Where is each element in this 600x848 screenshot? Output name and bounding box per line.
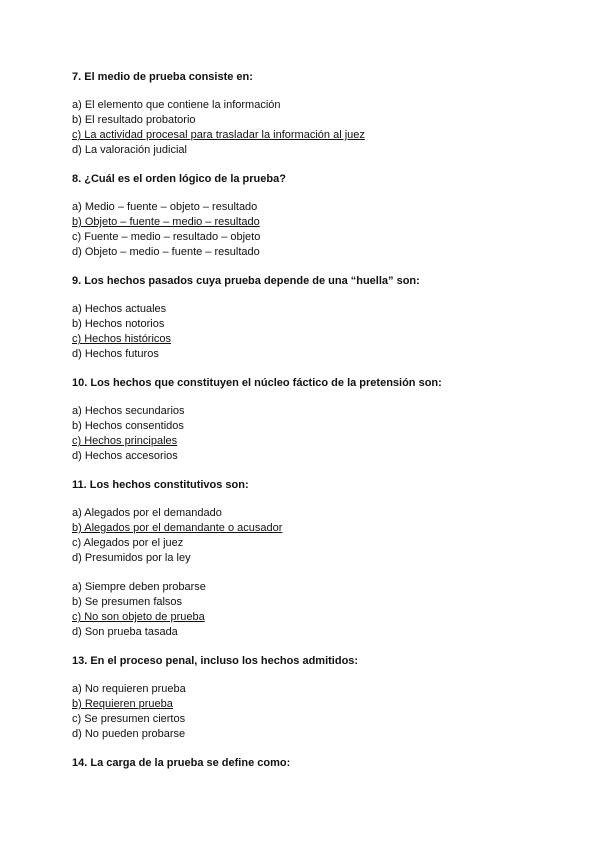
question-block [72, 376, 542, 478]
answer-option: b) Hechos notorios [72, 318, 165, 330]
answer-option: a) Hechos actuales [72, 303, 167, 315]
question-heading: 9. Los hechos pasados cuya prueba depende de una “huella” son: [72, 275, 420, 287]
block-spacer [72, 158, 542, 172]
answer-option-correct: c) No son objeto de prueba [72, 611, 205, 623]
answer-option-correct: b) Requieren prueba [72, 698, 173, 710]
question-block [72, 70, 542, 172]
answer-option-correct: c) La actividad procesal para trasladar la información al juez [72, 129, 365, 141]
answer-option: d) Objeto – medio – fuente – resultado [72, 246, 260, 258]
answer-option: c) Se presumen ciertos [72, 713, 186, 725]
block-spacer [72, 464, 542, 478]
answer-option: d) Hechos accesorios [72, 450, 178, 462]
answer-option-correct: c) Hechos históricos [72, 333, 172, 345]
answer-option: b) Se presumen falsos [72, 596, 183, 608]
question-block [72, 172, 542, 274]
block-spacer [72, 566, 542, 580]
answer-option: d) Son prueba tasada [72, 626, 178, 638]
question-block [72, 756, 542, 770]
answer-option: d) La valoración judicial [72, 144, 187, 156]
answer-option: a) No requieren prueba [72, 683, 186, 695]
question-block [72, 580, 542, 654]
question-heading: 10. Los hechos que constituyen el núcleo fáctico de la pretensión son: [72, 377, 442, 389]
answer-option: b) Hechos consentidos [72, 420, 184, 432]
block-spacer [72, 742, 542, 756]
question-block [72, 654, 542, 756]
question-heading: 8. ¿Cuál es el orden lógico de la prueba? [72, 173, 286, 185]
block-spacer [72, 640, 542, 654]
answer-option: a) El elemento que contiene la información [72, 99, 281, 111]
document-page [72, 70, 542, 784]
question-block [72, 274, 542, 376]
answer-option: b) El resultado probatorio [72, 114, 196, 126]
answer-option: a) Hechos secundarios [72, 405, 185, 417]
answer-option: a) Siempre deben probarse [72, 581, 206, 593]
block-spacer [72, 362, 542, 376]
answer-option-correct: b) Alegados por el demandante o acusador [72, 522, 283, 534]
answer-option-correct: c) Hechos principales [72, 435, 178, 447]
answer-option: d) Hechos futuros [72, 348, 159, 360]
answer-option: a) Medio – fuente – objeto – resultado [72, 201, 258, 213]
question-heading: 7. El medio de prueba consiste en: [72, 71, 253, 83]
question-heading: 13. En el proceso penal, incluso los hechos admitidos: [72, 655, 359, 667]
answer-option: c) Alegados por el juez [72, 537, 184, 549]
answer-option: d) Presumidos por la ley [72, 552, 191, 564]
answer-option: c) Fuente – medio – resultado – objeto [72, 231, 261, 243]
question-heading: 14. La carga de la prueba se define como: [72, 757, 291, 769]
question-block [72, 478, 542, 580]
block-spacer [72, 260, 542, 274]
answer-option: a) Alegados por el demandado [72, 507, 222, 519]
answer-option-correct: b) Objeto – fuente – medio – resultado [72, 216, 260, 228]
answer-option: d) No pueden probarse [72, 728, 186, 740]
question-heading: 11. Los hechos constitutivos son: [72, 479, 249, 491]
